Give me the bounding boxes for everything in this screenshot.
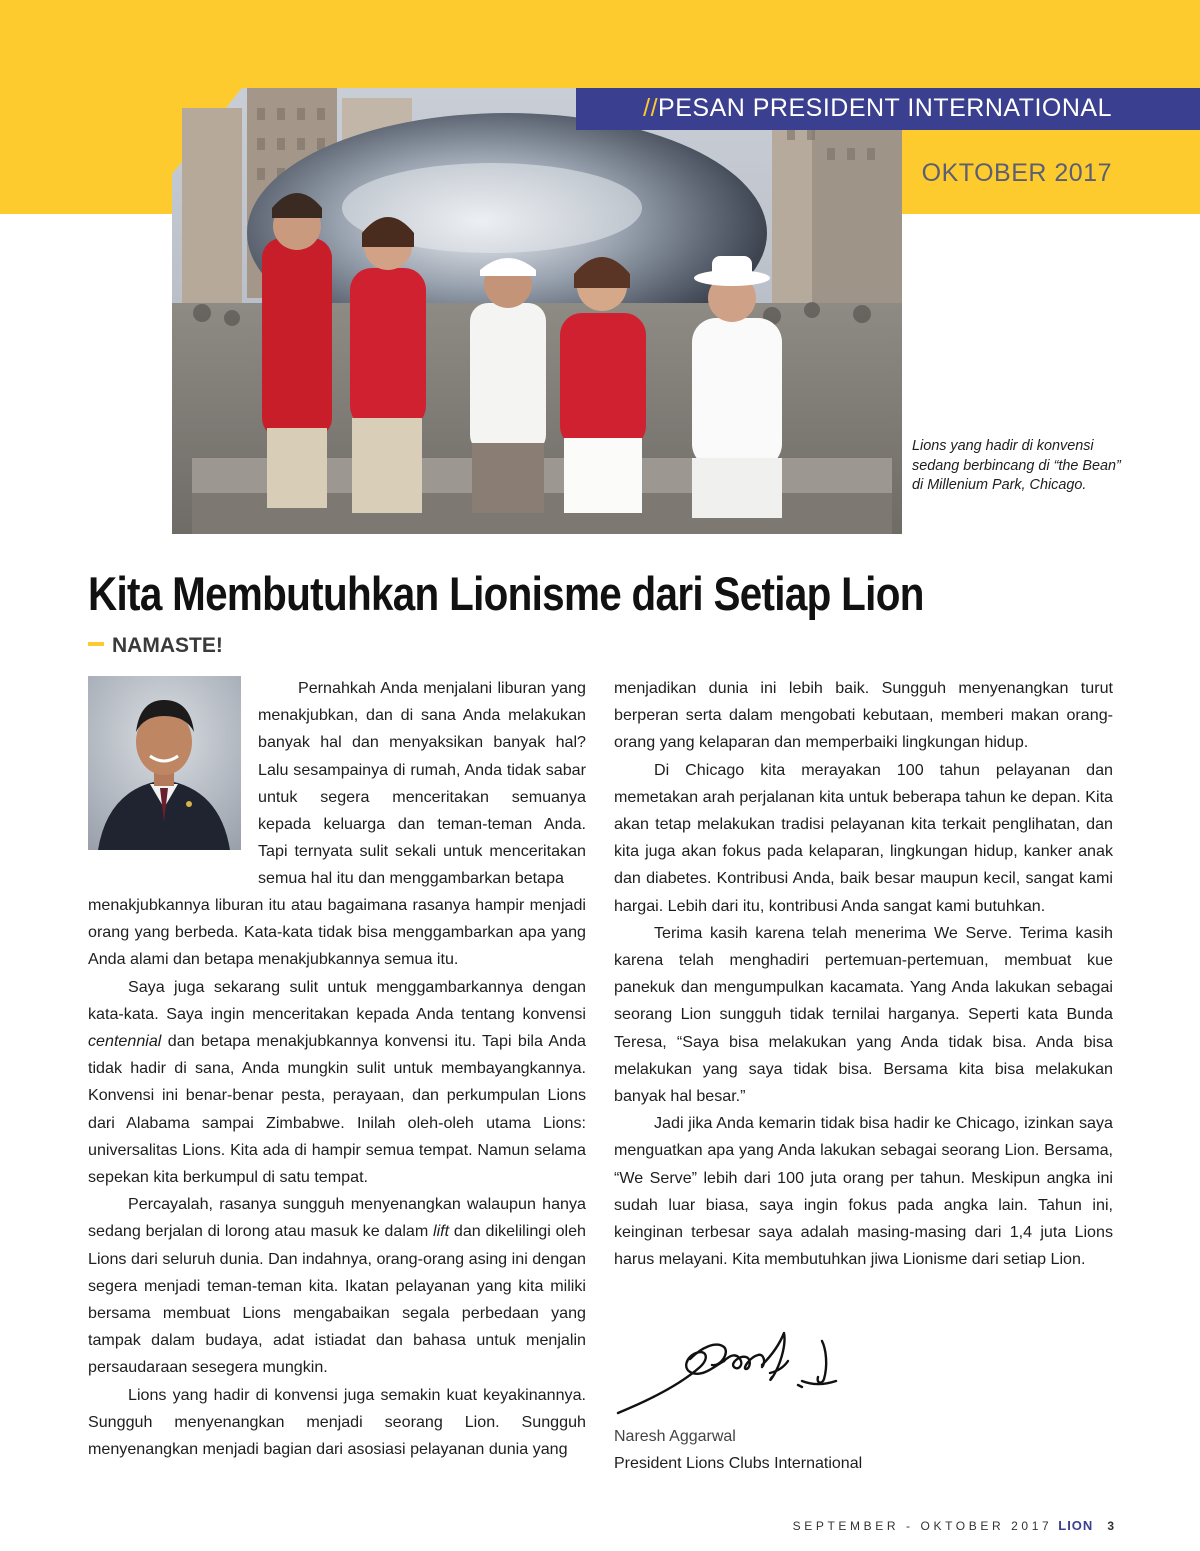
paragraph-3-start: Percayalah, rasanya sungguh menyenangkan walaupun hanya sedang berjalan di lorong atau masuk ke dalam bbox=[88, 1195, 586, 1241]
subhead-text: NAMASTE! bbox=[112, 634, 223, 657]
article-headline: Kita Membutuhkan Lionisme dari Setiap Lion bbox=[88, 567, 924, 620]
paragraph-4-continued: menjadikan dunia ini lebih baik. Sungguh menyenangkan turut berperan serta dalam mengobati kebutaan, memberi makan orang-orang yang kelaparan dan memperbaiki lingkungan hidup. bbox=[614, 679, 1113, 752]
paragraph-2-italic: centennial bbox=[88, 1032, 162, 1051]
paragraph-4: Lions yang hadir di konvensi juga semakin kuat keyakinannya. Sungguh menyenangkan menjadi seorang Lion. Sungguh menyenangkan menjadi bagian dari asosiasi pelayanan dunia yang bbox=[88, 1385, 586, 1459]
paragraph-7: Jadi jika Anda kemarin tidak bisa hadir ke Chicago, izinkan saya menguatkan apa yang Anda lakukan sebagai seorang Lion. Bersama, “We Serve” lebih dari 100 juta orang per tahun. Meskipun angka ini sudah luar biasa, saya ingin fokus pada angka lain. Tahun ini, keinginan terbesar saya adalah masing-masing dari 1,4 juta Lions harus melayani. Kita membutuhkan jiwa Lionisme dari setiap Lion. bbox=[614, 1114, 1113, 1269]
author-portrait bbox=[88, 676, 241, 850]
intro-paragraph: Pernahkah Anda menjalani liburan yang menakjubkan, dan di sana Anda melakukan banyak hal dan menyaksikan banyak hal? Lalu sesampainya di rumah, Anda tidak sabar untuk segera menceritakan semuanya kepada keluarga dan teman-teman Anda. Tapi ternyata sulit sekali untuk menceritakan semua hal itu dan menggambarkan betapa bbox=[258, 679, 586, 888]
signer-name: Naresh Aggarwal bbox=[614, 1428, 736, 1445]
footer-issue: SEPTEMBER - OKTOBER 2017 bbox=[792, 1519, 1053, 1533]
page-footer bbox=[793, 1518, 1114, 1533]
convention-photo bbox=[172, 88, 902, 534]
article-left-column bbox=[88, 892, 586, 1463]
paragraph-2 bbox=[88, 974, 586, 1192]
handwritten-signature bbox=[612, 1325, 852, 1420]
paragraph-3 bbox=[88, 1191, 586, 1381]
paragraph-2-start: Saya juga sekarang sulit untuk menggambarkannya dengan kata-kata. Saya ingin menceritakan kepada Anda tentang konvensi bbox=[88, 977, 586, 1023]
signer-title: President Lions Clubs International bbox=[614, 1455, 863, 1472]
subhead-dash-accent bbox=[88, 642, 104, 646]
article-intro-wrap bbox=[258, 675, 586, 893]
section-title bbox=[643, 94, 1112, 123]
article-subhead bbox=[88, 634, 223, 658]
paragraph-3-italic: lift bbox=[433, 1222, 450, 1241]
article-right-column bbox=[614, 675, 1113, 1273]
photo-caption: Lions yang hadir di konvensi sedang berbincang di “the Bean” di Millenium Park, Chicago. bbox=[912, 438, 1121, 493]
section-title-label: PESAN PRESIDENT INTERNATIONAL bbox=[658, 94, 1112, 122]
paragraph-5: Di Chicago kita merayakan 100 tahun pelayanan dan memetakan arah perjalanan kita untuk beberapa tahun ke depan. Kita akan tetap melakukan tradisi pelayanan kita terkait penglihatan, dan kita juga akan fokus pada kelaparan, lingkungan hidup, kanker anak dan diabetes. Kontribusi Anda, baik besar maupun kecil, sangat kami hargai. Lebih dari itu, kontribusi Anda sangat kami butuhkan. bbox=[614, 760, 1113, 915]
paragraph-1-continued: menakjubkannya liburan itu atau bagaimana rasanya hampir menjadi orang yang berbeda. Kata-kata tidak bisa menggambarkan apa yang Anda alami dan betapa menakjubkannya semua itu. bbox=[88, 896, 586, 969]
paragraph-3-end: dan dikelilingi oleh Lions dari seluruh dunia. Dan indahnya, orang-orang asing ini dengan segera menjadi teman-teman kita. Ikatan pelayanan yang kita miliki bersama membuat Lions mengabaikan segala perbedaan yang tampak dalam budaya, adat istiadat dan bahasa untuk menjalin persaudaraan sesegera mungkin. bbox=[88, 1222, 587, 1377]
section-title-slashes: // bbox=[643, 94, 659, 122]
footer-brand: LION bbox=[1058, 1518, 1094, 1533]
paragraph-6: Terima kasih karena telah menerima We Serve. Terima kasih karena telah menghadiri pertemuan-pertemuan, membuat kue panekuk dan mengumpulkan kacamata. Yang Anda lakukan sebagai seorang Lion sungguh tidak ternilai harganya. Seperti kata Bunda Teresa, “Saya bisa melakukan yang Anda tidak bisa. Anda bisa melakukan yang saya tidak bisa. Bersama kita bisa melakukan banyak hal besar.” bbox=[614, 923, 1113, 1106]
section-header-bar bbox=[576, 88, 1200, 130]
issue-date-label: OKTOBER 2017 bbox=[921, 159, 1112, 187]
page-number: 3 bbox=[1107, 1519, 1114, 1533]
paragraph-2-end: dan betapa menakjubkannya konvensi itu. Tapi bila Anda tidak hadir di sana, Anda mungkin sulit untuk membayangkannya. Konvensi ini benar-benar pesta, perayaan, dan perkumpulan Lions dari Alabama sampai Zimbabwe. Inilah oleh-oleh utama Lions: universalitas Lions. Kita ada di hampir semua tempat. Namun selama sepekan kita berkumpul di satu tempat. bbox=[88, 1032, 586, 1187]
